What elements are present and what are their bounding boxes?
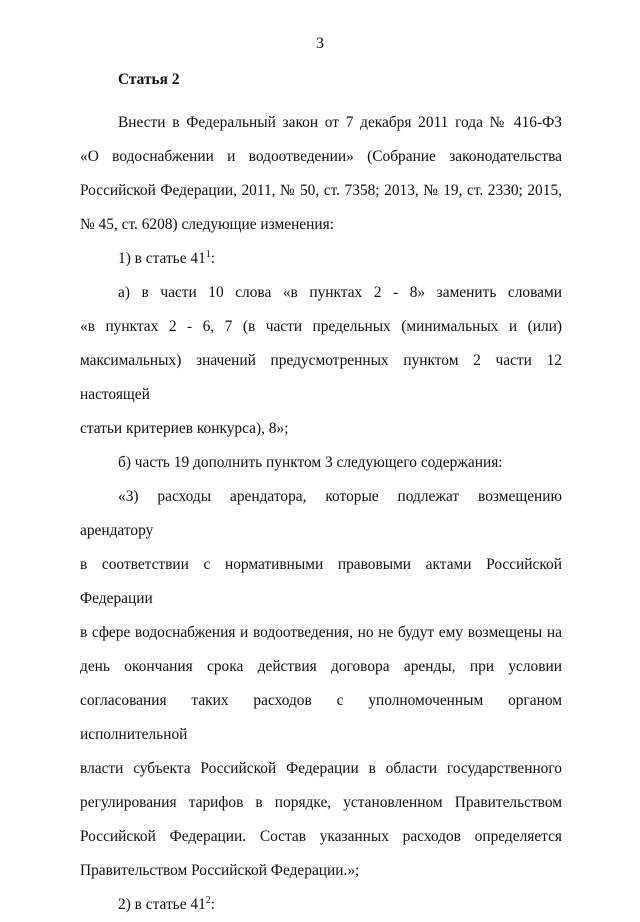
text-line: «в пунктах 2 - 6, 7 (в части предельных (минимальных и (или) xyxy=(80,318,562,335)
text-line: в сфере водоснабжения и водоотведения, но не будут ему возмещены на xyxy=(80,624,562,641)
text-line: «О водоснабжении и водоотведении» (Собрание законодательства xyxy=(80,148,562,165)
text-line: Российской Федерации. Состав указанных расходов определяется xyxy=(80,828,562,845)
text-line: № 45, ст. 6208) следующие изменения: xyxy=(80,216,334,233)
text-line: Правительством Российской Федерации.»; xyxy=(80,862,360,879)
text-line: регулирования тарифов в порядке, установленном Правительством xyxy=(80,794,562,811)
article-heading: Статья 2 xyxy=(118,71,180,88)
item-1a-paragraph xyxy=(80,276,562,446)
item-1b: б) часть 19 дополнить пунктом 3 следующего содержания: xyxy=(118,454,503,471)
text-line: а) в части 10 слова «в пунктах 2 - 8» заменить словами xyxy=(118,284,562,301)
text-line: согласования таких расходов с уполномоченным органом исполнительной xyxy=(80,692,562,743)
item-2 xyxy=(80,888,562,922)
text-line: Внести в Федеральный закон от 7 декабря 2011 года № 416-ФЗ xyxy=(118,114,562,131)
quoted-paragraph xyxy=(80,480,562,888)
item-2-superscript: 2 xyxy=(205,894,211,906)
text-line: Российской Федерации, 2011, № 50, ст. 7358; 2013, № 19, ст. 2330; 2015, xyxy=(80,182,562,199)
page-number: 3 xyxy=(316,35,324,52)
item-2-suffix: : xyxy=(210,896,216,913)
item-2-text: 2) в статье 41 xyxy=(118,896,206,913)
text-line: в соответствии с нормативными правовыми актами Российской Федерации xyxy=(80,556,562,607)
intro-paragraph xyxy=(80,106,562,242)
item-1-text: 1) в статье 41 xyxy=(118,250,206,267)
item-1-superscript: 1 xyxy=(205,248,211,260)
text-line: «3) расходы арендатора, которые подлежат возмещению арендатору xyxy=(80,488,562,539)
text-line: максимальных) значений предусмотренных пунктом 2 части 12 настоящей xyxy=(80,352,562,403)
text-line: власти субъекта Российской Федерации в области государственного xyxy=(80,760,562,777)
text-line: статьи критериев конкурса), 8»; xyxy=(80,420,289,437)
text-line: день окончания срока действия договора аренды, при условии xyxy=(80,658,562,675)
document-body xyxy=(80,66,562,922)
item-1 xyxy=(80,242,562,276)
item-1-suffix: : xyxy=(210,250,216,267)
